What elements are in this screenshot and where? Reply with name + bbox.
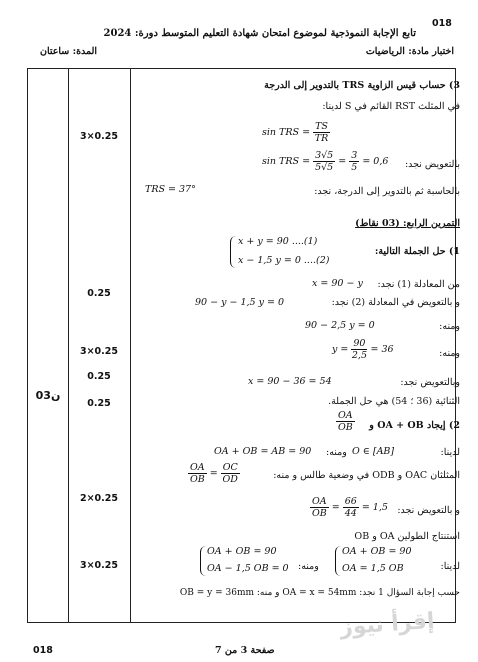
page-code-bottom: 018	[33, 645, 53, 656]
frac-den: 2,5	[351, 350, 367, 361]
subst-eq2: و بالتعويض في المعادلة (2) نجد:	[331, 297, 460, 308]
frac-den: OB	[337, 422, 353, 433]
points-1: 3×0.25	[79, 131, 118, 142]
points-4: 0.25	[87, 371, 111, 382]
deduce-line: استنتاج الطولين OA و OB	[354, 531, 460, 542]
system-eq2: x − 1,5 y = 0 ....(2)	[238, 255, 330, 266]
have-2: لدينا:	[440, 561, 460, 572]
exercise-4-title: التمرين الرابع: (03 نقاط)	[355, 218, 460, 229]
system3-eq2: OA − 1,5 OB = 0	[207, 563, 289, 574]
frac-num: 3√5	[315, 150, 334, 161]
hence-3: ومنه:	[298, 561, 319, 572]
frac-66-44	[343, 496, 359, 519]
system-title: 1) حل الجملة التالية:	[374, 246, 460, 257]
have-hence: ومنه:	[326, 447, 347, 458]
sin-lhs-2: sin TRS =	[262, 156, 311, 167]
final-answer: حسب إجابة السؤال 1 نجد: OA = x = 54mm و منه: OB = y = 36mm	[179, 588, 460, 598]
system3-eq1: OA + OB = 90	[207, 546, 277, 557]
from-eq1-math: x = 90 − y	[312, 278, 363, 289]
frac-den: OB	[311, 508, 327, 519]
subst-label: بالتعويض نجد:	[404, 159, 460, 170]
frac-oa-ob	[336, 410, 355, 433]
have-label: لدينا:	[440, 447, 460, 458]
sin-decimal: = 0,6	[362, 156, 389, 167]
header-subject: اختبار مادة: الرياضيات	[365, 46, 454, 57]
q2-frac	[336, 410, 355, 433]
frac-oa-ob-2	[188, 462, 207, 485]
subst-3: و بالتعويض نجد:	[397, 505, 460, 516]
q2-title: 2) إيجاد OA + OB و	[369, 420, 460, 431]
calc-line: بالحاسبة ثم بالتدوير إلى الدرجة، نجد:	[314, 186, 460, 197]
frac-y	[351, 338, 367, 361]
page-number: صفحة 3 من 7	[215, 645, 275, 656]
q3-triangle: في المثلث RST القائم في S لدينا:	[322, 101, 460, 112]
system2-eq2: OA = 1,5 OB	[342, 563, 404, 574]
subst-x-math: x = 90 − 36 = 54	[248, 376, 332, 387]
frac-3-5	[349, 150, 359, 173]
hence-1: ومنه:	[439, 321, 460, 332]
hence-2: ومنه:	[439, 348, 460, 359]
ratio-decimal: = 1,5	[361, 502, 388, 513]
header-duration: المدة: ساعتان	[40, 46, 98, 57]
from-eq1: من المعادلة (1) نجد:	[377, 279, 460, 290]
subst-eq2-math: 90 − y − 1,5 y = 0	[195, 297, 284, 308]
page-code-top: 018	[432, 18, 452, 29]
angle-result: TRS = 37°	[145, 184, 196, 195]
q3-title: 3) حساب قيس الزاوية TRS بالتدوير إلى الدرجة	[264, 80, 460, 91]
system-brace-2	[335, 546, 342, 576]
frac-den: 5√5	[315, 162, 334, 173]
frac-num: 66	[344, 496, 357, 507]
points-7: 3×0.25	[79, 560, 118, 571]
sin-ratio	[262, 121, 330, 144]
have-math-2: OA + OB = AB = 90	[214, 446, 312, 457]
sin-lhs: sin TRS =	[262, 127, 311, 138]
frac-den: 5	[351, 162, 358, 173]
pair-solution: الثنائية (36 ؛ 54) هي حل الجملة.	[328, 396, 460, 407]
thales-line: المثلثان OAC و ODB في وضعية طالس و منه:	[273, 470, 460, 481]
frac-den: OD	[222, 474, 238, 485]
points-5: 0.25	[87, 398, 111, 409]
frac-ts-tr	[313, 121, 330, 144]
y-rhs: = 36	[370, 344, 394, 355]
ratio-value: $\frac{OA}{OB}$ = $\frac{66}{44}$ = 1,5	[311, 496, 388, 519]
frac-num: OA	[338, 410, 353, 421]
frac-oc-od	[221, 462, 240, 485]
sin-value: sin TRS = $\frac{3√5}{5√5}$ = $\frac{3}{5}$ = 0,6	[262, 150, 389, 173]
system-brace-3	[200, 546, 207, 576]
subst-x: وبالتعويض نجد:	[400, 377, 460, 388]
column-total: 03ن	[35, 389, 61, 402]
points-6: 2×0.25	[79, 493, 118, 504]
frac-num: OA	[312, 496, 327, 507]
points-2: 0.25	[87, 288, 111, 299]
frac-num: OC	[222, 462, 238, 473]
frac-oa-ob-3	[310, 496, 329, 519]
system-eq1: x + y = 90 ....(1)	[238, 236, 318, 247]
frac-num: TS	[315, 121, 328, 132]
points-3: 3×0.25	[79, 346, 118, 357]
frac-den: OB	[189, 474, 205, 485]
thales-ratio: $\frac{OA}{OB}$ = $\frac{OC}{OD}$	[189, 462, 238, 485]
have-math-1: O ∈ [AB]	[352, 446, 395, 457]
hence-1-math: 90 − 2,5 y = 0	[305, 320, 375, 331]
frac-num: 90	[353, 338, 366, 349]
frac-sqrt	[313, 150, 335, 173]
frac-num: 3	[351, 150, 358, 161]
header-title: تابع الإجابة النموذجية لموضوع امتحان شهادة التعليم المتوسط دورة: 2024	[103, 28, 416, 39]
frac-num: OA	[190, 462, 205, 473]
frac-den: 44	[344, 508, 357, 519]
system-brace	[230, 236, 237, 268]
frac-den: TR	[314, 133, 329, 144]
system2-eq1: OA + OB = 90	[342, 546, 412, 557]
y-value	[332, 338, 394, 361]
y-lhs: y =	[332, 344, 349, 355]
watermark: إقرأ نيوز	[339, 608, 436, 641]
column-divider-2	[130, 69, 131, 622]
